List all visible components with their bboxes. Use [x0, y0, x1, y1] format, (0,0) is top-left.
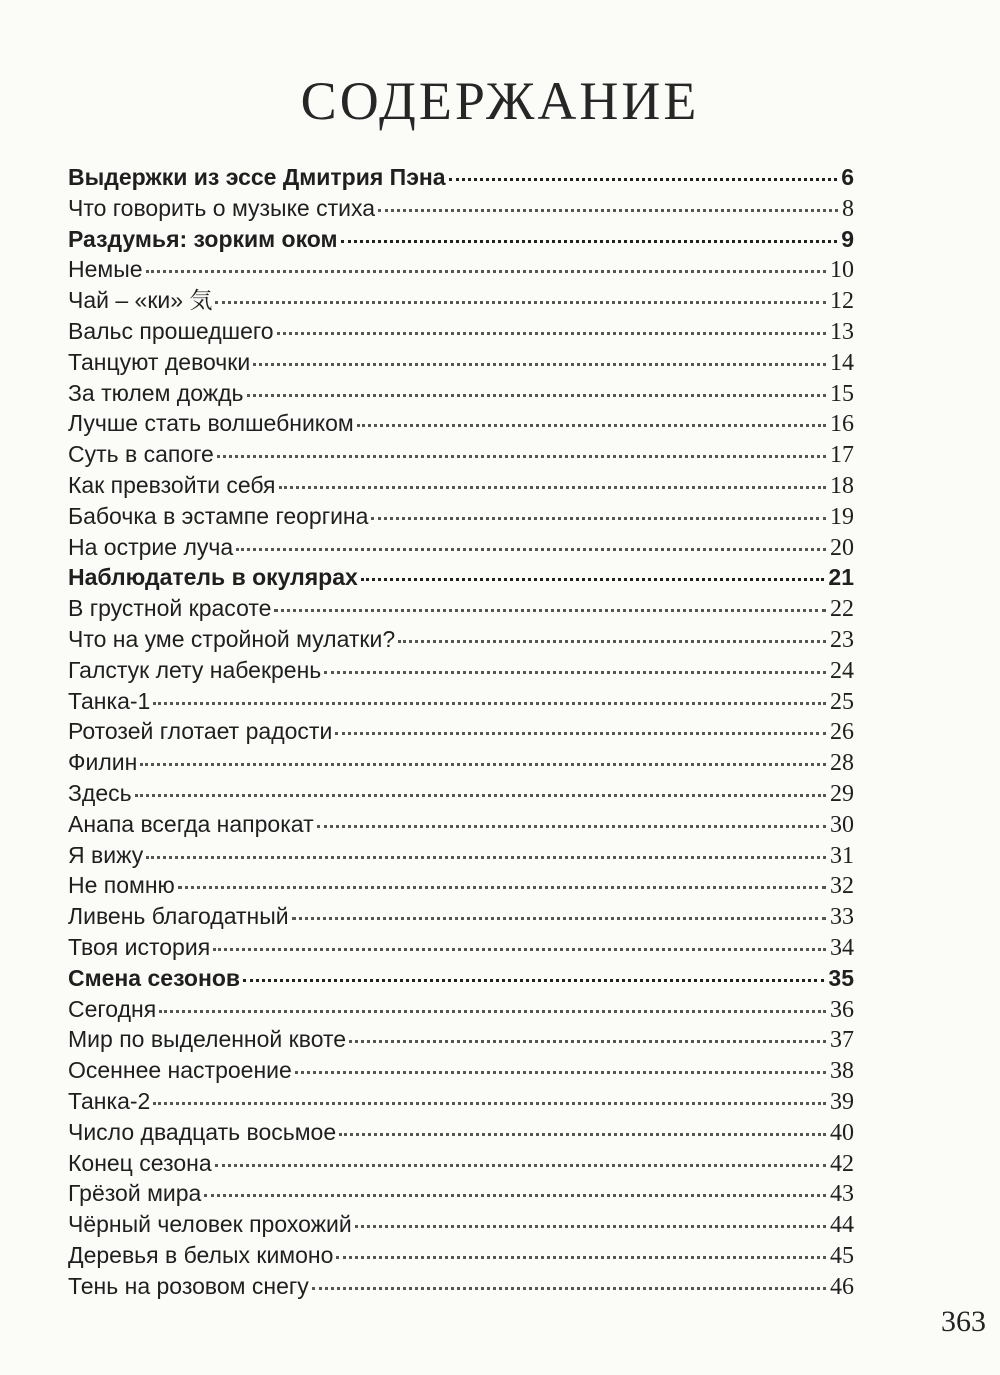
toc-entry-page: 10	[830, 257, 854, 284]
dot-leader	[295, 1071, 826, 1074]
toc-entry-title: Число двадцать восьмое	[68, 1118, 337, 1145]
toc-entry-page: 30	[830, 811, 854, 838]
dot-leader	[146, 270, 826, 273]
toc-entry	[68, 1271, 854, 1302]
toc-entry	[68, 1240, 854, 1271]
toc-entry-page: 40	[830, 1119, 854, 1146]
toc-entry-title: Ливень благодатный	[68, 903, 289, 930]
toc-entry	[68, 932, 854, 963]
toc-entry-title: Тень на розовом снегу	[68, 1272, 309, 1299]
toc-entry-page: 22	[830, 596, 854, 623]
dot-leader	[213, 948, 826, 951]
toc-entry	[68, 439, 854, 470]
toc-entry-page: 6	[841, 164, 854, 190]
dot-leader	[317, 825, 826, 828]
toc-entry-title: Конец сезона	[68, 1149, 212, 1176]
toc-entry-page: 42	[830, 1150, 854, 1177]
toc-entry-title: Наблюдатель в окулярах	[68, 564, 358, 591]
dot-leader	[349, 1040, 826, 1043]
dot-leader	[312, 1287, 826, 1290]
dot-leader	[135, 794, 826, 797]
toc-section-entry	[68, 224, 854, 255]
toc-entry-title: Здесь	[68, 779, 132, 806]
toc-entry-title: Не помню	[68, 872, 175, 899]
toc-entry-page: 14	[830, 349, 854, 376]
toc-entry-title: Танка-1	[68, 687, 151, 714]
toc-entry-page: 21	[828, 564, 854, 591]
toc-entry-title: Ротозей глотает радости	[68, 718, 333, 745]
toc-entry-page: 28	[830, 750, 854, 777]
toc-entry	[68, 809, 854, 840]
dot-leader	[204, 1194, 826, 1197]
dot-leader	[371, 517, 826, 520]
toc-entry	[68, 1117, 854, 1148]
dot-leader	[215, 1164, 826, 1167]
toc-entry-title: Раздумья: зорким оком	[68, 225, 338, 252]
toc-entry-page: 26	[830, 719, 854, 746]
dot-leader	[361, 578, 825, 581]
toc-entry-page: 17	[830, 442, 854, 469]
toc-entry	[68, 655, 854, 686]
toc-entry-title: Я вижу	[68, 841, 144, 868]
dot-leader	[253, 363, 826, 366]
toc-entry-page: 44	[830, 1212, 854, 1239]
toc-entry-page: 24	[830, 657, 854, 684]
toc-entry-page: 34	[830, 934, 854, 961]
toc-section-entry	[68, 963, 854, 994]
toc-entry-page: 46	[830, 1273, 854, 1300]
toc-entry-title: Танка-2	[68, 1087, 151, 1114]
toc-entry-page: 25	[830, 688, 854, 715]
dot-leader	[279, 486, 827, 489]
toc-entry-title: Галстук лету набекрень	[68, 656, 322, 683]
toc-entry-title: В грустной красоте	[68, 595, 272, 622]
toc-entry-title: Осеннее настроение	[68, 1057, 292, 1084]
dot-leader	[355, 1225, 826, 1228]
toc-entry	[68, 1148, 854, 1179]
toc-entry	[68, 316, 854, 347]
dot-leader	[140, 763, 826, 766]
toc-entry-title: Сегодня	[68, 995, 157, 1022]
toc-entry-page: 31	[830, 842, 854, 869]
dot-leader	[178, 886, 826, 889]
toc-entry-page: 36	[830, 996, 854, 1023]
toc-entry	[68, 624, 854, 655]
dot-leader	[215, 301, 826, 304]
toc-entry	[68, 778, 854, 809]
page-number: 363	[941, 1305, 986, 1338]
dot-leader	[339, 1133, 826, 1136]
toc-entry-page: 18	[830, 472, 854, 499]
toc-entry-title: Твоя история	[68, 933, 211, 960]
toc-entry	[68, 285, 854, 316]
toc-section-entry	[68, 162, 854, 193]
toc-entry	[68, 532, 854, 563]
toc-entry-title: Филин	[68, 749, 138, 776]
toc-entry-title: Что говорить о музыке стиха	[68, 194, 376, 221]
dot-leader	[247, 394, 826, 397]
toc-entry-page: 20	[830, 534, 854, 561]
toc-entry	[68, 1086, 854, 1117]
toc-entry	[68, 1178, 854, 1209]
dot-leader	[236, 548, 826, 551]
toc-entry-title: Как превзойти себя	[68, 471, 276, 498]
toc-entry	[68, 870, 854, 901]
toc-entry-page: 33	[830, 904, 854, 931]
toc-entry-page: 37	[830, 1027, 854, 1054]
page-title: СОДЕРЖАНИЕ	[300, 71, 700, 131]
toc-entry-title: Анапа всегда напрокат	[68, 810, 314, 837]
dot-leader	[335, 732, 826, 735]
toc-entry	[68, 593, 854, 624]
dot-leader	[243, 979, 824, 982]
toc-entry-title: Танцуют девочки	[68, 348, 251, 375]
toc-entry	[68, 470, 854, 501]
toc-entry-title: Вальс прошедшего	[68, 317, 274, 344]
toc-entry	[68, 408, 854, 439]
toc-entry	[68, 193, 854, 224]
toc-entry	[68, 747, 854, 778]
toc-entry-page: 19	[830, 503, 854, 530]
toc-entry-title: Немые	[68, 256, 143, 283]
toc-entry	[68, 1209, 854, 1240]
toc-entry	[68, 378, 854, 409]
toc-entry	[68, 254, 854, 285]
toc-entry	[68, 347, 854, 378]
toc-entry-title: Выдержки из эссе Дмитрия Пэна	[68, 164, 446, 190]
toc-entry	[68, 501, 854, 532]
toc-entry-page: 9	[841, 225, 854, 252]
table-of-contents	[68, 162, 854, 1301]
dot-leader	[398, 640, 826, 643]
toc-entry-page: 38	[830, 1058, 854, 1085]
dot-leader	[159, 1010, 826, 1013]
toc-entry-title: Что на уме стройной мулатки?	[68, 625, 396, 652]
toc-entry-title: На острие луча	[68, 533, 234, 560]
toc-entry-page: 29	[830, 780, 854, 807]
toc-entry-page: 23	[830, 626, 854, 653]
dot-leader	[277, 332, 826, 335]
toc-entry-title: Смена сезонов	[68, 964, 241, 991]
dot-leader	[341, 240, 838, 243]
toc-entry	[68, 1055, 854, 1086]
toc-entry	[68, 1024, 854, 1055]
toc-entry	[68, 840, 854, 871]
toc-entry-title: Лучше стать волшебником	[68, 410, 354, 437]
toc-entry	[68, 994, 854, 1025]
toc-entry-title: За тюлем дождь	[68, 379, 244, 406]
toc-entry-title: Деревья в белых кимоно	[68, 1241, 334, 1268]
dot-leader	[336, 1256, 826, 1259]
toc-entry-title: Чёрный человек прохожий	[68, 1211, 352, 1238]
toc-entry-page: 8	[842, 195, 854, 222]
toc-entry	[68, 686, 854, 717]
toc-entry-page: 12	[830, 288, 854, 315]
toc-entry-page: 45	[830, 1242, 854, 1269]
dot-leader	[449, 178, 838, 181]
toc-entry-page: 39	[830, 1088, 854, 1115]
toc-entry-page: 13	[830, 318, 854, 345]
toc-entry-page: 35	[828, 964, 854, 991]
dot-leader	[292, 917, 826, 920]
toc-entry-title: Мир по выделенной квоте	[68, 1026, 347, 1053]
dot-leader	[146, 856, 826, 859]
dot-leader	[274, 609, 826, 612]
dot-leader	[324, 671, 826, 674]
toc-entry-page: 15	[830, 380, 854, 407]
toc-entry-title: Суть в сапоге	[68, 441, 214, 468]
toc-entry-title: Грёзой мира	[68, 1180, 202, 1207]
dot-leader	[378, 209, 838, 212]
toc-entry	[68, 716, 854, 747]
dot-leader	[357, 424, 826, 427]
toc-entry-title: Бабочка в эстампе георгина	[68, 502, 369, 529]
toc-entry-page: 32	[830, 873, 854, 900]
dot-leader	[153, 1102, 826, 1105]
dot-leader	[153, 702, 826, 705]
toc-entry-title: Чай – «ки» 気	[68, 287, 213, 314]
dot-leader	[217, 455, 826, 458]
toc-entry	[68, 901, 854, 932]
toc-entry-page: 43	[830, 1181, 854, 1208]
toc-section-entry	[68, 562, 854, 593]
toc-entry-page: 16	[830, 411, 854, 438]
